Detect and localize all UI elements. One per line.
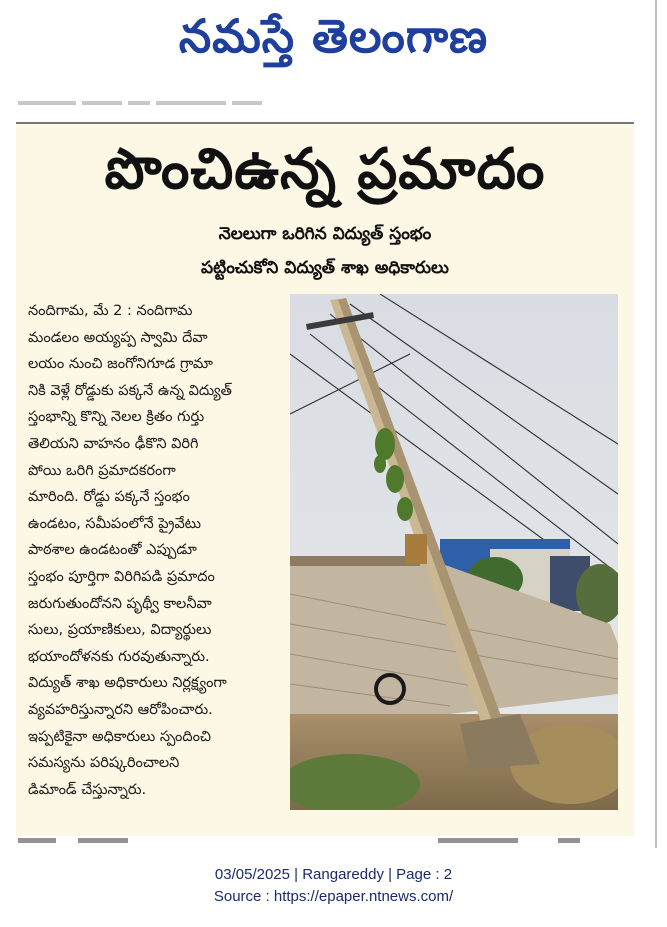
cut-off-next-article: [18, 838, 638, 846]
masthead-logo-text: నమస్తే తెలంగాణ: [178, 9, 489, 63]
body-line: సులు, ప్రయాణికులు, విద్యార్థులు: [28, 622, 212, 639]
article-subheading-1: నెలలుగా ఒరిగిన విద్యుత్ స్తంభం: [218, 224, 432, 244]
body-line: తెలియని వాహనం ఢీకొని విరిగి: [28, 435, 199, 452]
body-line: పాఠశాల ఉండటంతో ఎప్పుడూ: [28, 542, 197, 559]
footer-source: Source : https://epaper.ntnews.com/: [213, 888, 454, 905]
article-headline: పొంచిఉన్న ప్రమాదం: [104, 137, 546, 202]
newspaper-masthead: [0, 0, 667, 80]
page-edge-rule: [655, 0, 657, 848]
article-subheading-2: పట్టించుకోని విద్యుత్ శాఖ అధికారులు: [201, 258, 449, 278]
body-line: లయం నుంచి జంగోనిగూడ గ్రామా: [28, 356, 213, 373]
body-line: నందిగామ, మే 2 : నందిగామ: [28, 303, 193, 319]
footer-date-edition-page: 03/05/2025 | Rangareddy | Page : 2: [214, 866, 453, 883]
body-line: స్తంభం పూర్తిగా విరిగిపడి ప్రమాదం: [28, 568, 215, 585]
body-line: సమస్యను పరిష్కరించాలని: [28, 755, 180, 772]
body-line: జరుగుతుందోనని పృథ్వీ కాలనీవా: [28, 595, 212, 612]
body-line: పోయి ఒరిగి ప్రమాదకరంగా: [28, 462, 176, 479]
body-line: మండలం అయ్యప్ప స్వామి దేవా: [28, 329, 208, 346]
body-line: వ్యవహరిస్తున్నారని ఆరోపించారు.: [28, 701, 213, 718]
body-line: ఇప్పటికైనా అధికారులు స్పందించి: [28, 728, 212, 745]
body-line: విద్యుత్ శాఖ అధికారులు నిర్లక్ష్యంగా: [28, 675, 227, 692]
photo-illustration: [290, 294, 618, 810]
article-body: [28, 298, 284, 803]
body-line: మారింది. రోడ్డు పక్కనే స్తంభం: [28, 489, 190, 506]
electric-pole-photo: [290, 294, 618, 810]
body-line: స్తంభాన్ని కొన్ని నెలల క్రితం గుర్తు: [28, 409, 205, 426]
body-line: నికి వెళ్లే రోడ్డుకు పక్కనే ఉన్న విద్యుత్: [28, 382, 232, 399]
faint-text-strip: [18, 92, 318, 102]
body-line: ఉండటం, సమీపంలోనే ప్రైవేటు: [28, 515, 202, 532]
body-line: డిమాండ్ చేస్తున్నారు.: [28, 781, 147, 798]
body-line: భయాందోళనకు గురవుతున్నారు.: [28, 648, 210, 665]
